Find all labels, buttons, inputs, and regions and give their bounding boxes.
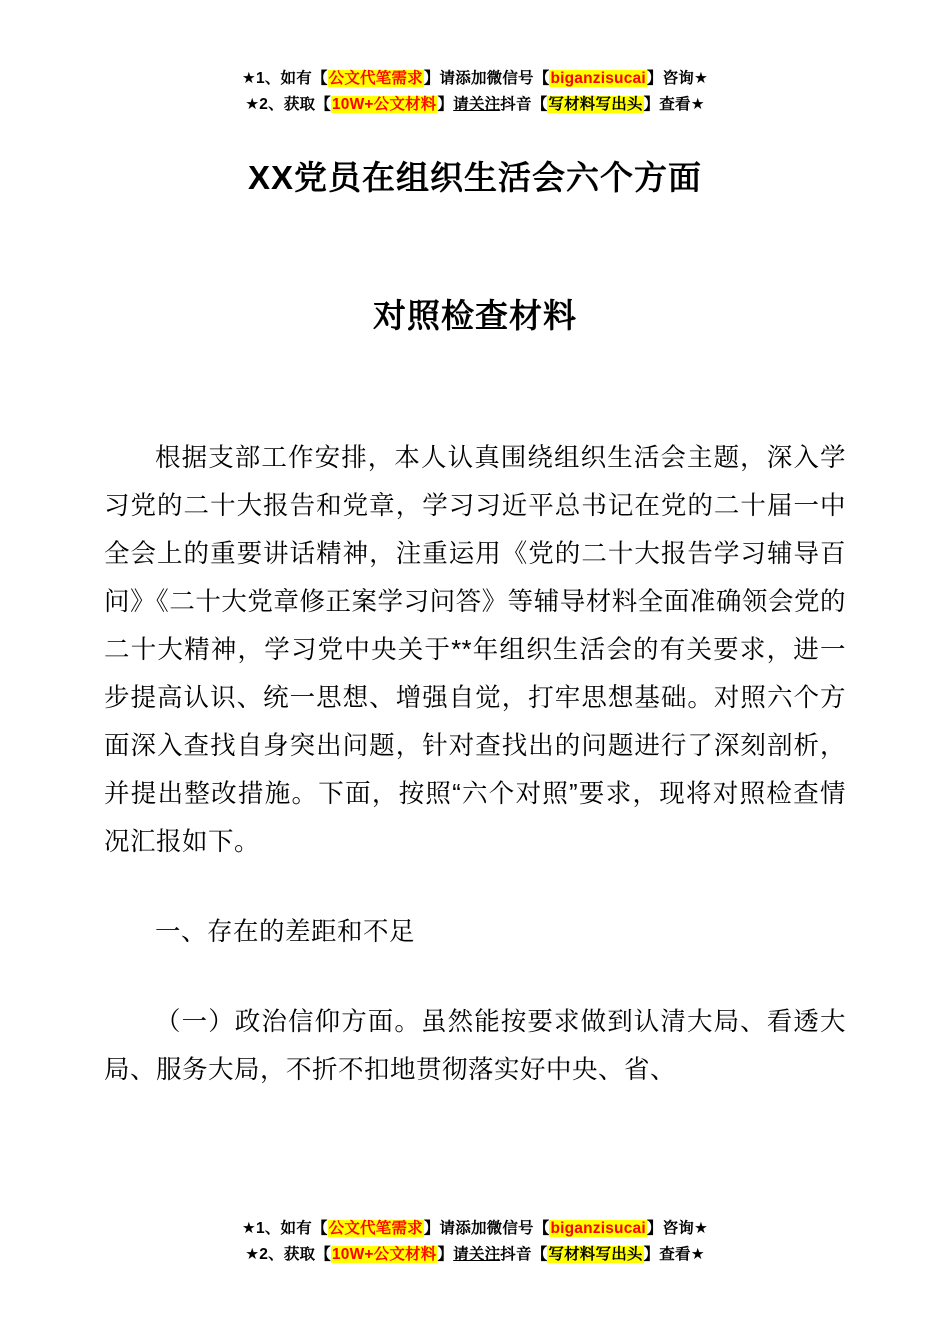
promo-bottom-line-2-suffix: 查看★ (659, 1246, 705, 1263)
section-heading-1: 一、存在的差距和不足 (155, 918, 416, 946)
bracket-close-5: 】 (423, 1220, 440, 1237)
page-title-line-2: 对照检查材料 (373, 297, 577, 334)
promo-line-1-highlight-1: 公文代笔需求 (328, 70, 423, 87)
promo-line-1 (0, 66, 950, 92)
promo-bottom-line-1-mid: 请添加微信号 (439, 1220, 534, 1237)
bracket-close-2: 】 (646, 70, 663, 87)
promo-line-2-highlight-1: 10W+公文材料 (331, 96, 437, 113)
bracket-open-7: 【 (315, 1246, 331, 1263)
bracket-open-3: 【 (315, 96, 331, 113)
promo-line-2-highlight-2: 写材料写出头 (548, 96, 643, 113)
promo-bottom-line-1-highlight-1: 公文代笔需求 (328, 1220, 423, 1237)
body-paragraph-2: （一）政治信仰方面。虽然能按要求做到认清大局、看透大局、服务大局，不折不扣地贯彻落实好中央、省、 (104, 1008, 846, 1084)
promo-line-2-suffix: 查看★ (659, 96, 705, 113)
promo-bottom-line-2-highlight-2: 写材料写出头 (548, 1246, 643, 1263)
promo-bottom-line-1-suffix: 咨询★ (662, 1220, 709, 1237)
promo-bottom-line-2-mid: 抖音 (500, 1246, 532, 1263)
bracket-close-1: 】 (423, 70, 440, 87)
bracket-open-6: 【 (533, 1220, 550, 1237)
promo-line-1-mid: 请添加微信号 (439, 70, 534, 87)
bracket-close-7: 】 (437, 1246, 454, 1263)
promo-bottom-line-1 (0, 1216, 950, 1242)
bracket-close-8: 】 (643, 1246, 660, 1263)
promo-line-2-mid: 抖音 (500, 96, 532, 113)
bracket-open-4: 【 (531, 96, 548, 113)
bracket-close-4: 】 (643, 96, 660, 113)
promo-bottom-line-2-prefix: ★2、获取 (245, 1246, 316, 1263)
bracket-open-8: 【 (531, 1246, 548, 1263)
bracket-close-3: 】 (437, 96, 454, 113)
bracket-open-1: 【 (311, 70, 328, 87)
promo-bottom-line-2-mid-underline: 请关注 (453, 1246, 501, 1263)
bracket-close-6: 】 (646, 1220, 663, 1237)
promo-line-2 (0, 92, 950, 118)
promo-bottom-line-1-prefix: ★1、如有 (241, 1220, 312, 1237)
promo-bottom-line-1-highlight-2: biganzisucai (550, 1220, 646, 1237)
page-title-line-1: XX党员在组织生活会六个方面 (247, 159, 703, 196)
body-paragraph-1: 根据支部工作安排，本人认真围绕组织生活会主题，深入学习党的二十大报告和党章，学习习近平总书记在党的二十届一中全会上的重要讲话精神，注重运用《党的二十大报告学习辅导百问》《二十大党章修正案学习问答》等辅导材料全面准确领会党的二十大精神，学习党中央关于**年组织生活会的有关要求，进一步提高认识、统一思想、增强自觉，打牢思想基础。对照六个方面深入查找自身突出问题，针对查找出的问题进行了深刻剖析，并提出整改措施。下面，按照“六个对照”要求，现将对照检查情况汇报如下。 (104, 444, 846, 856)
promo-line-1-prefix: ★1、如有 (241, 70, 312, 87)
promo-line-1-suffix: 咨询★ (662, 70, 709, 87)
promo-banner-top (0, 66, 950, 118)
bracket-open-5: 【 (311, 1220, 328, 1237)
promo-bottom-line-2-highlight-1: 10W+公文材料 (331, 1246, 437, 1263)
promo-line-1-highlight-2: biganzisucai (550, 70, 646, 87)
promo-bottom-line-2 (0, 1242, 950, 1268)
promo-line-2-mid-underline: 请关注 (453, 96, 501, 113)
promo-line-2-prefix: ★2、获取 (245, 96, 316, 113)
promo-banner-bottom (0, 1216, 950, 1268)
bracket-open-2: 【 (533, 70, 550, 87)
document-body (104, 434, 846, 1094)
